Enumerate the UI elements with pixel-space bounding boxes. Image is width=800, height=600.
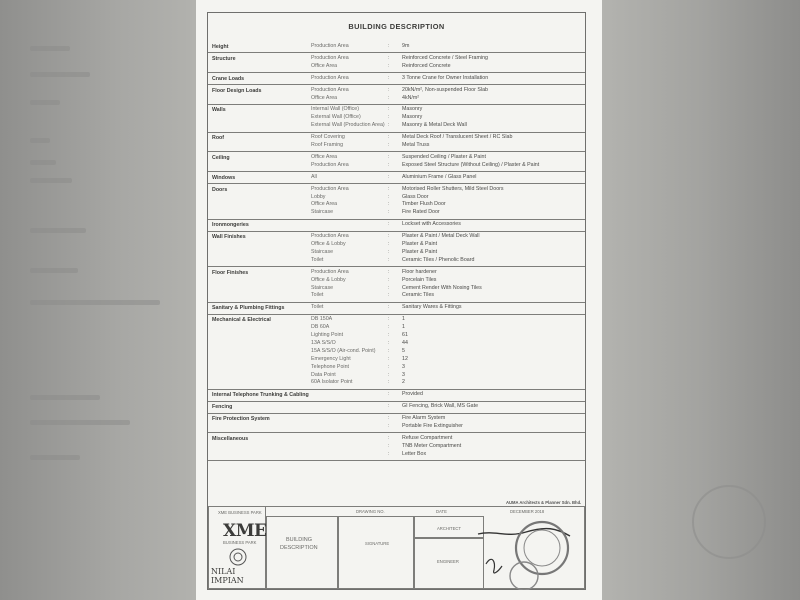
row-separator: : xyxy=(388,114,390,121)
section-label: Mechanical & Electrical xyxy=(212,317,271,324)
row-item: Emergency Light xyxy=(311,355,351,362)
row-item: Production Area xyxy=(311,54,349,61)
row-item: Office & Lobby xyxy=(311,241,346,247)
row-separator: : xyxy=(388,74,390,81)
section-divider xyxy=(208,183,585,184)
date-value: DECEMBER 2018 xyxy=(510,509,545,514)
row-separator: : xyxy=(388,161,390,168)
row-value: 3 Tonne Crane for Owner Installation xyxy=(402,74,489,81)
row-item: Production Area xyxy=(311,43,349,49)
row-value: 1 xyxy=(402,316,405,323)
row-value: Porcelain Tiles xyxy=(402,276,437,283)
section-label: Crane Loads xyxy=(212,75,245,82)
row-item: DB 60A xyxy=(311,324,330,331)
row-item: Staircase xyxy=(311,284,334,291)
section-label: Fencing xyxy=(212,404,233,411)
section-label: Doors xyxy=(212,186,228,193)
row-separator: : xyxy=(388,43,390,49)
row-item: Production Area xyxy=(311,268,349,275)
logo-tag: XME BUSINESS PARK xyxy=(218,510,262,515)
section-divider xyxy=(208,401,585,402)
section-label: Wall Finishes xyxy=(212,234,246,241)
row-value: Fire Alarm System xyxy=(402,415,446,422)
drawing-title-line1: BUILDING xyxy=(286,537,312,543)
xme-logo: XME xyxy=(223,521,267,541)
row-separator: : xyxy=(388,62,390,69)
row-value: Cement Render With Nosing Tiles xyxy=(402,284,482,291)
row-separator: : xyxy=(388,371,390,378)
row-value: Glass Door xyxy=(402,193,429,200)
section-divider xyxy=(208,266,585,267)
title-block xyxy=(208,500,585,589)
row-item: 60A Isolator Point xyxy=(311,379,353,386)
row-separator: : xyxy=(388,248,390,255)
row-value: 2 xyxy=(402,379,405,386)
row-value: TNB Meter Compartment xyxy=(402,442,462,449)
section-label: Ironmongeries xyxy=(212,222,249,229)
row-separator: : xyxy=(388,86,390,93)
section-label: Fire Protection System xyxy=(212,416,270,423)
section-divider xyxy=(208,413,585,414)
row-value: Masonry & Metal Deck Wall xyxy=(402,122,467,129)
row-separator: : xyxy=(388,233,390,240)
row-separator: : xyxy=(388,304,390,311)
section-divider xyxy=(208,171,585,172)
section-divider xyxy=(208,314,585,315)
row-item: Production Area xyxy=(311,74,349,81)
section-divider xyxy=(208,104,585,105)
row-value: 12 xyxy=(402,355,408,362)
row-value: Ceramic Tiles xyxy=(402,292,435,299)
section-divider xyxy=(208,151,585,152)
section-label: Internal Telephone Trunking & Cabling xyxy=(212,392,309,399)
row-item: 13A S/S/O xyxy=(311,339,336,346)
row-value: 1 xyxy=(402,324,405,331)
row-value: Sanitary Wares & Fittings xyxy=(402,304,462,311)
row-item: Toilet xyxy=(311,256,324,263)
section-divider xyxy=(208,72,585,73)
row-separator: : xyxy=(388,434,390,441)
row-item: External Wall (Production Area) xyxy=(311,122,385,129)
row-item: Staircase xyxy=(311,248,334,255)
row-separator: : xyxy=(388,284,390,291)
row-value: Ceramic Tiles / Phenolic Board xyxy=(402,256,475,263)
row-value: Exposed Steel Structure (Without Ceiling) / Plaster & Paint xyxy=(402,161,540,168)
row-value: 5 xyxy=(402,347,405,354)
row-item: All xyxy=(311,173,317,180)
row-value: Reinforced Concrete / Steel Framing xyxy=(402,54,488,61)
row-item: Office Area xyxy=(311,94,338,101)
drawing-title-line2: DESCRIPTION xyxy=(280,545,318,551)
row-separator: : xyxy=(388,423,390,429)
row-value: Provided xyxy=(402,391,423,398)
row-separator: : xyxy=(388,173,390,180)
row-separator: : xyxy=(388,403,390,410)
row-item: Roof Covering xyxy=(311,134,345,141)
row-separator: : xyxy=(388,106,390,113)
section-label: Roof xyxy=(212,135,225,142)
row-value: Fire Rated Door xyxy=(402,209,440,216)
section-label: Floor Design Loads xyxy=(212,87,262,94)
row-item: Office Area xyxy=(311,201,338,208)
row-separator: : xyxy=(388,201,390,208)
developer-emblem-icon xyxy=(228,547,248,567)
row-separator: : xyxy=(388,355,390,362)
drawing-title-cell xyxy=(266,516,338,589)
row-separator: : xyxy=(388,241,390,247)
row-separator: : xyxy=(388,316,390,323)
row-value: 9m xyxy=(402,43,410,49)
row-value: GI Fencing, Brick Wall, MS Gate xyxy=(402,403,479,410)
section-label: Miscellaneous xyxy=(212,435,249,442)
row-item: Lobby xyxy=(311,193,326,200)
engineer-label: ENGINEER xyxy=(437,559,459,564)
row-value: Lockset with Accessories xyxy=(402,221,461,228)
row-value: Timber Flush Door xyxy=(402,201,446,208)
row-item: Toilet xyxy=(311,292,324,299)
row-value: Aluminium Frame / Glass Panel xyxy=(402,173,477,180)
row-separator: : xyxy=(388,391,390,398)
row-item: Telephone Point xyxy=(311,363,349,370)
row-item: 15A S/S/O (Air-cond. Point) xyxy=(311,347,376,354)
section-label: Floor Finishes xyxy=(212,269,249,276)
row-value: 61 xyxy=(402,332,408,338)
row-value: Masonry xyxy=(402,106,423,113)
row-separator: : xyxy=(388,193,390,200)
date-label: DATE xyxy=(436,509,447,514)
row-value: Plaster & Paint xyxy=(402,241,438,247)
section-divider xyxy=(208,219,585,220)
row-separator: : xyxy=(388,185,390,192)
section-divider xyxy=(208,389,585,390)
row-separator: : xyxy=(388,379,390,386)
section-label: Structure xyxy=(212,55,236,62)
firm-name: AUMA Architects & Planner Sdn. Bhd. xyxy=(506,500,582,505)
section-label: Height xyxy=(212,44,229,50)
row-value: Metal Deck Roof / Translucent Sheet / RC Slab xyxy=(402,134,513,141)
section-divider xyxy=(208,432,585,433)
row-item: Office & Lobby xyxy=(311,276,346,283)
row-separator: : xyxy=(388,54,390,61)
row-separator: : xyxy=(388,339,390,346)
logo-cell xyxy=(208,506,266,589)
developer-logo: NILAI IMPIAN xyxy=(211,567,244,585)
row-separator: : xyxy=(388,142,390,148)
row-value: Letter Box xyxy=(402,450,427,457)
row-value: 20kN/m², Non-suspended Floor Slab xyxy=(402,86,488,93)
row-item: Lighting Point xyxy=(311,332,344,338)
row-value: Floor hardener xyxy=(402,268,437,275)
document-page xyxy=(196,0,602,600)
signature-label: SIGNATURE xyxy=(365,541,390,546)
row-separator: : xyxy=(388,324,390,331)
row-separator: : xyxy=(388,221,390,228)
drawing-no-label: DRAWING NO. xyxy=(356,509,385,514)
section-label: Walls xyxy=(212,107,226,114)
row-separator: : xyxy=(388,122,390,129)
row-item: Toilet xyxy=(311,304,324,311)
section-divider xyxy=(208,84,585,85)
row-item: External Wall (Office) xyxy=(311,114,361,121)
row-value: Masonry xyxy=(402,114,423,121)
document-title: BUILDING DESCRIPTION xyxy=(348,22,445,31)
row-separator: : xyxy=(388,347,390,354)
section-divider xyxy=(208,132,585,133)
row-value: Metal Truss xyxy=(402,142,430,148)
row-item: Production Area xyxy=(311,185,349,192)
row-separator: : xyxy=(388,442,390,449)
row-item: Office Area xyxy=(311,62,338,69)
row-item: Roof Framing xyxy=(311,142,344,148)
signature-cell xyxy=(338,516,414,589)
row-separator: : xyxy=(388,363,390,370)
row-separator: : xyxy=(388,153,390,160)
row-value: Portable Fire Extinguisher xyxy=(402,423,463,429)
row-value: Suspended Ceiling / Plaster & Paint xyxy=(402,153,486,160)
row-item: Internal Wall (Office) xyxy=(311,106,359,113)
row-separator: : xyxy=(388,332,390,338)
row-value: 3 xyxy=(402,363,405,370)
building-description-sheet xyxy=(207,12,586,590)
background-right xyxy=(602,0,800,600)
row-value: 4kN/m² xyxy=(402,94,420,101)
row-value: 3 xyxy=(402,371,405,378)
row-value: Refuse Compartment xyxy=(402,434,453,441)
row-separator: : xyxy=(388,268,390,275)
section-divider xyxy=(208,460,585,461)
row-separator: : xyxy=(388,94,390,101)
row-separator: : xyxy=(388,292,390,299)
signature-and-seal xyxy=(466,510,586,590)
logo-sub: BUSINESS PARK xyxy=(223,540,257,545)
row-separator: : xyxy=(388,450,390,457)
background-left xyxy=(0,0,196,600)
section-label: Windows xyxy=(212,174,236,181)
row-item: Data Point xyxy=(311,371,336,378)
section-label: Ceiling xyxy=(212,154,230,161)
row-separator: : xyxy=(388,134,390,141)
row-value: 44 xyxy=(402,339,408,346)
row-item: Office Area xyxy=(311,153,338,160)
row-value: Reinforced Concrete xyxy=(402,62,451,69)
architect-label: ARCHITECT xyxy=(437,526,461,531)
section-divider xyxy=(208,231,585,232)
row-separator: : xyxy=(388,209,390,216)
row-separator: : xyxy=(388,256,390,263)
section-divider xyxy=(208,302,585,303)
row-separator: : xyxy=(388,415,390,422)
row-item: Production Area xyxy=(311,86,349,93)
row-value: Plaster & Paint xyxy=(402,248,438,255)
row-value: Motorised Roller Shutters, Mild Steel Doors xyxy=(402,185,504,192)
section-label: Sanitary & Plumbing Fittings xyxy=(212,305,285,312)
row-separator: : xyxy=(388,276,390,283)
row-item: DB 150A xyxy=(311,316,333,323)
section-divider xyxy=(208,52,585,53)
row-value: Plaster & Paint / Metal Deck Wall xyxy=(402,233,480,240)
row-item: Staircase xyxy=(311,209,334,216)
row-item: Production Area xyxy=(311,161,349,168)
row-item: Production Area xyxy=(311,233,349,240)
